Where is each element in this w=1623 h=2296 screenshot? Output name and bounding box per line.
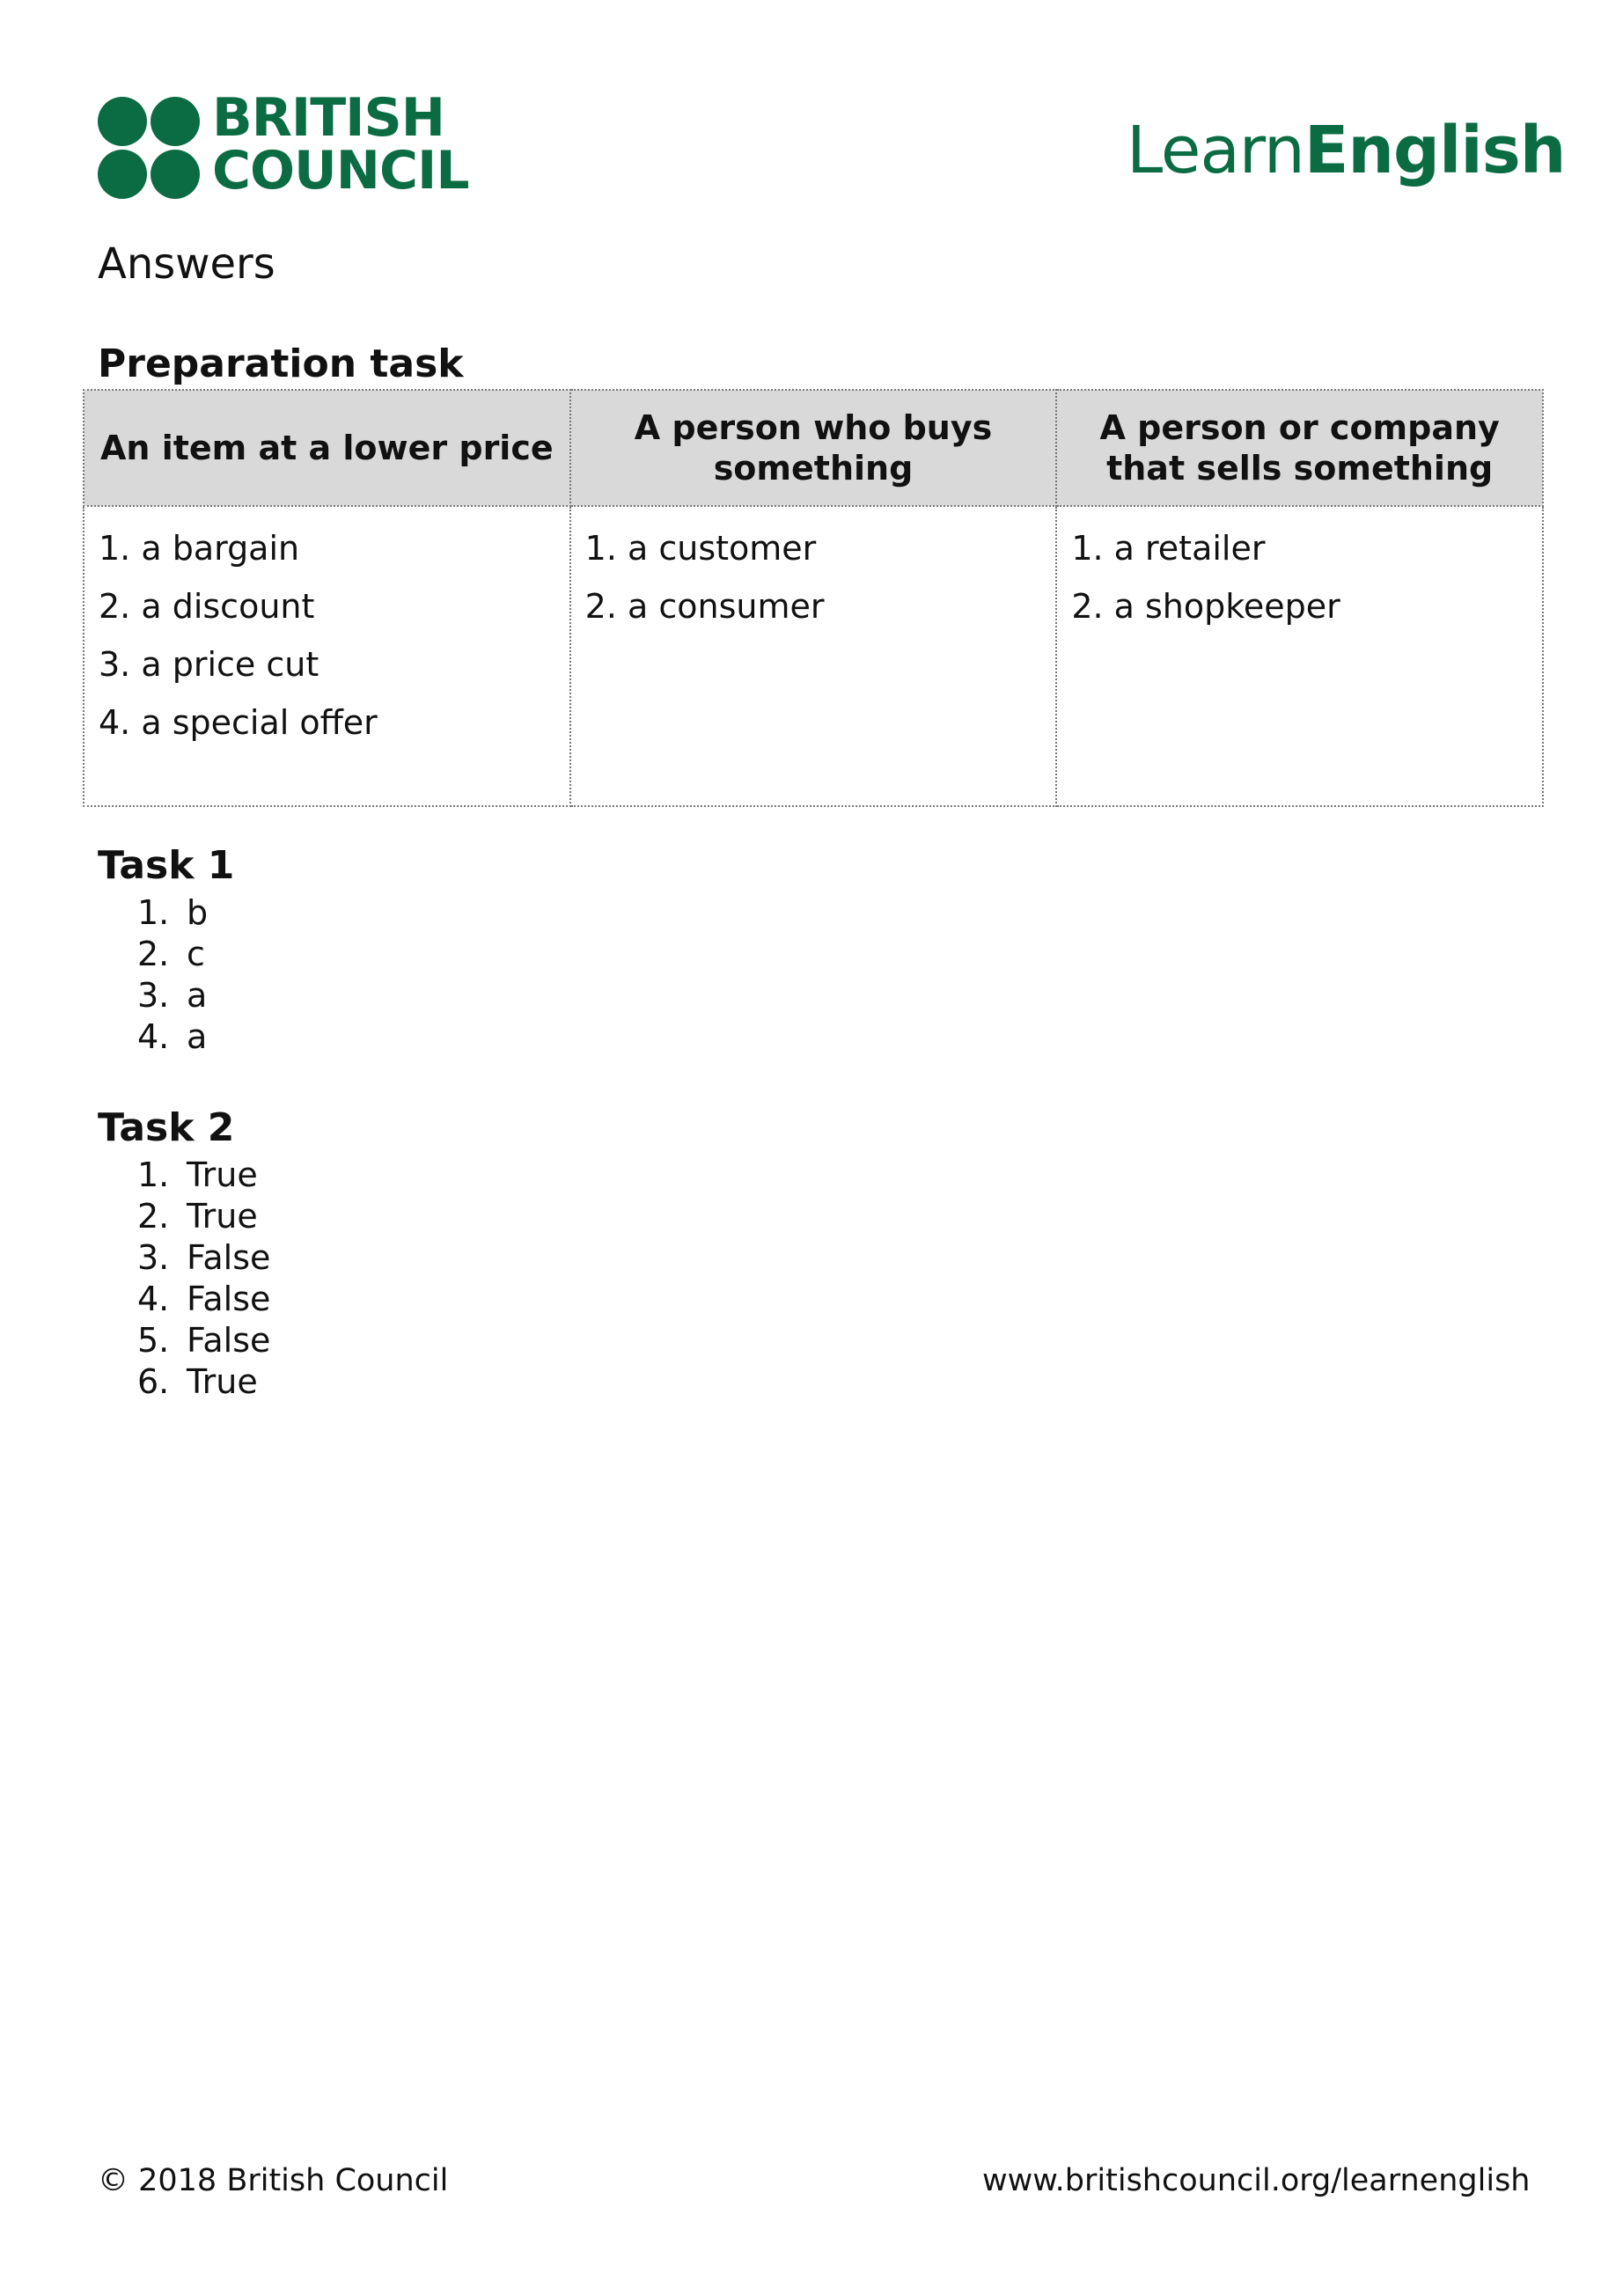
list-item: 2. a consumer xyxy=(584,587,825,626)
column-cell-lower-price xyxy=(84,506,570,806)
british-council-wordmark: BRITISH COUNCIL xyxy=(212,87,469,202)
list-item: 3. False xyxy=(137,1238,271,1277)
list-item: 1. a retailer xyxy=(1071,529,1266,568)
list-item: 4. a xyxy=(137,1017,208,1056)
list-item: 6. True xyxy=(137,1362,258,1401)
list-item: 1. b xyxy=(137,893,209,932)
task1-heading: Task 1 xyxy=(98,843,235,888)
list-item: 5. False xyxy=(137,1321,271,1360)
column-header-lower-price: An item at a lower price xyxy=(84,390,570,506)
british-council-dots-icon xyxy=(98,97,202,201)
preparation-task-heading: Preparation task xyxy=(98,341,464,386)
list-item: 1. a bargain xyxy=(99,529,300,568)
task2-heading: Task 2 xyxy=(98,1105,235,1150)
list-item: 2. a shopkeeper xyxy=(1071,587,1340,626)
list-item: 4. False xyxy=(137,1280,271,1318)
page-title: Answers xyxy=(98,239,275,289)
column-cell-buyer xyxy=(570,506,1057,806)
list-item: 1. True xyxy=(137,1155,258,1194)
learnenglish-logo: LearnEnglish xyxy=(1127,113,1566,188)
column-header-buyer: A person who buys something xyxy=(570,390,1057,506)
list-item: 4. a special offer xyxy=(99,703,378,742)
list-item: 3. a price cut xyxy=(99,645,319,684)
list-item: 2. c xyxy=(137,935,205,973)
task2-answer-list xyxy=(137,1155,270,1403)
british-council-logo xyxy=(98,87,469,202)
list-item: 2. True xyxy=(137,1197,258,1236)
column-header-seller: A person or company that sells something xyxy=(1056,390,1543,506)
list-item: 3. a xyxy=(137,976,208,1015)
footer-url: www.britishcouncil.org/learnenglish xyxy=(982,2163,1531,2198)
list-item: 1. a customer xyxy=(584,529,817,568)
column-cell-seller xyxy=(1056,506,1543,806)
preparation-task-table xyxy=(83,389,1544,807)
copyright-notice: © 2018 British Council xyxy=(98,2163,449,2198)
list-item: 2. a discount xyxy=(99,587,315,626)
task1-answer-list xyxy=(137,892,208,1058)
